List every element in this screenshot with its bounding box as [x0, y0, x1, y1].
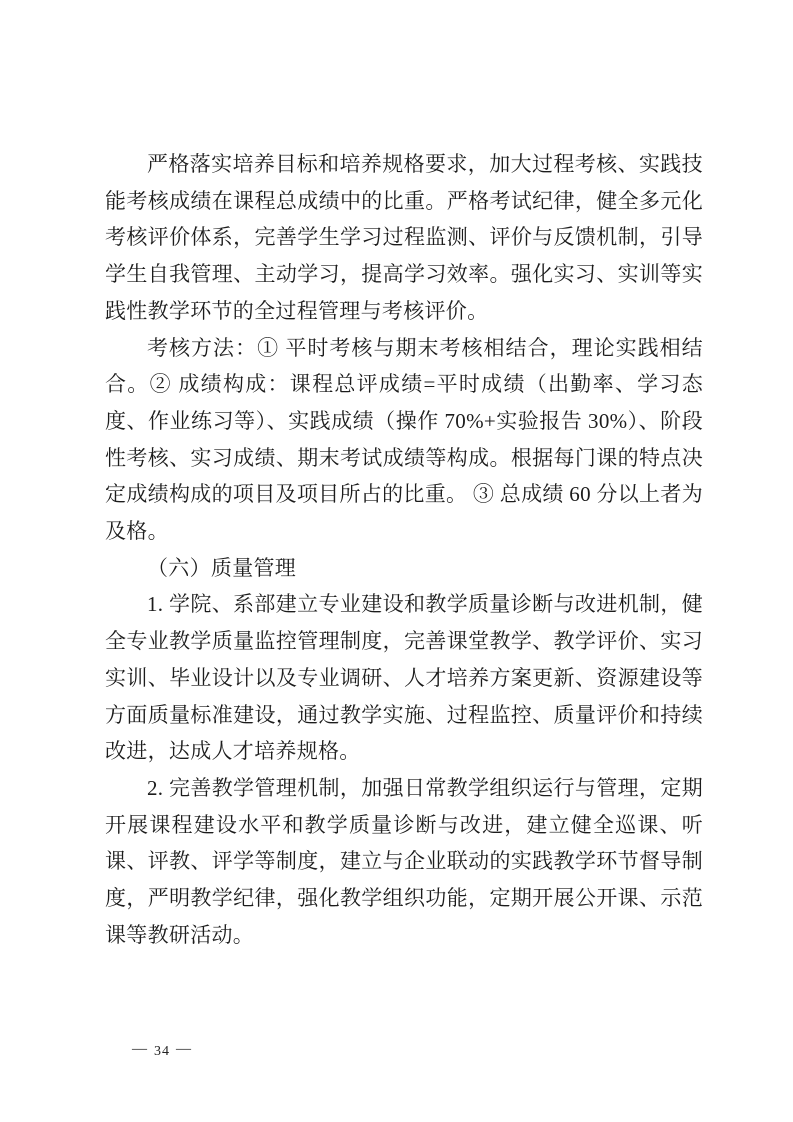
document-body [105, 146, 703, 953]
paragraph-assessment-methods: 考核方法：① 平时考核与期末考核相结合，理论实践相结合。② 成绩构成：课程总评成绩=平时成绩（出勤率、学习态度、作业练习等）、实践成绩（操作 70%+实验报告 30%）、阶段性考核、实习成绩、期末考试成绩等构成。根据每门课的特点决定成绩构成的项目及项目所占的比重。 ③ 总成绩 60 分以上者为及格。 [105, 335, 703, 544]
paragraph-quality-item-2: 2. 完善教学管理机制，加强日常教学组织运行与管理，定期开展课程建设水平和教学质量诊断与改进，建立健全巡课、听课、评教、评学等制度，建立与企业联动的实践教学环节督导制度，严明教学纪律，强化教学组织功能，定期开展公开课、示范课等教研活动。 [105, 775, 703, 947]
page-number: 34 [154, 1044, 170, 1059]
footer-right-dash: — [176, 1041, 192, 1057]
section-heading-quality-management: （六）质量管理 [147, 555, 297, 580]
footer-left-dash: — [132, 1041, 148, 1057]
page-number-footer [126, 1041, 198, 1062]
paragraph-quality-item-1: 1. 学院、系部建立专业建设和教学质量诊断与改进机制，健全专业教学质量监控管理制度，完善课堂教学、教学评价、实习实训、毕业设计以及专业调研、人才培养方案更新、资源建设等方面质量标准建设，通过教学实施、过程监控、质量评价和持续改进，达成人才培养规格。 [105, 592, 703, 764]
paragraph-assessment-implementation: 严格落实培养目标和培养规格要求，加大过程考核、实践技能考核成绩在课程总成绩中的比重。严格考试纪律，健全多元化考核评价体系，完善学生学习过程监测、评价与反馈机制，引导学生自我管理、主动学习，提高学习效率。强化实习、实训等实践性教学环节的全过程管理与考核评价。 [105, 152, 703, 323]
